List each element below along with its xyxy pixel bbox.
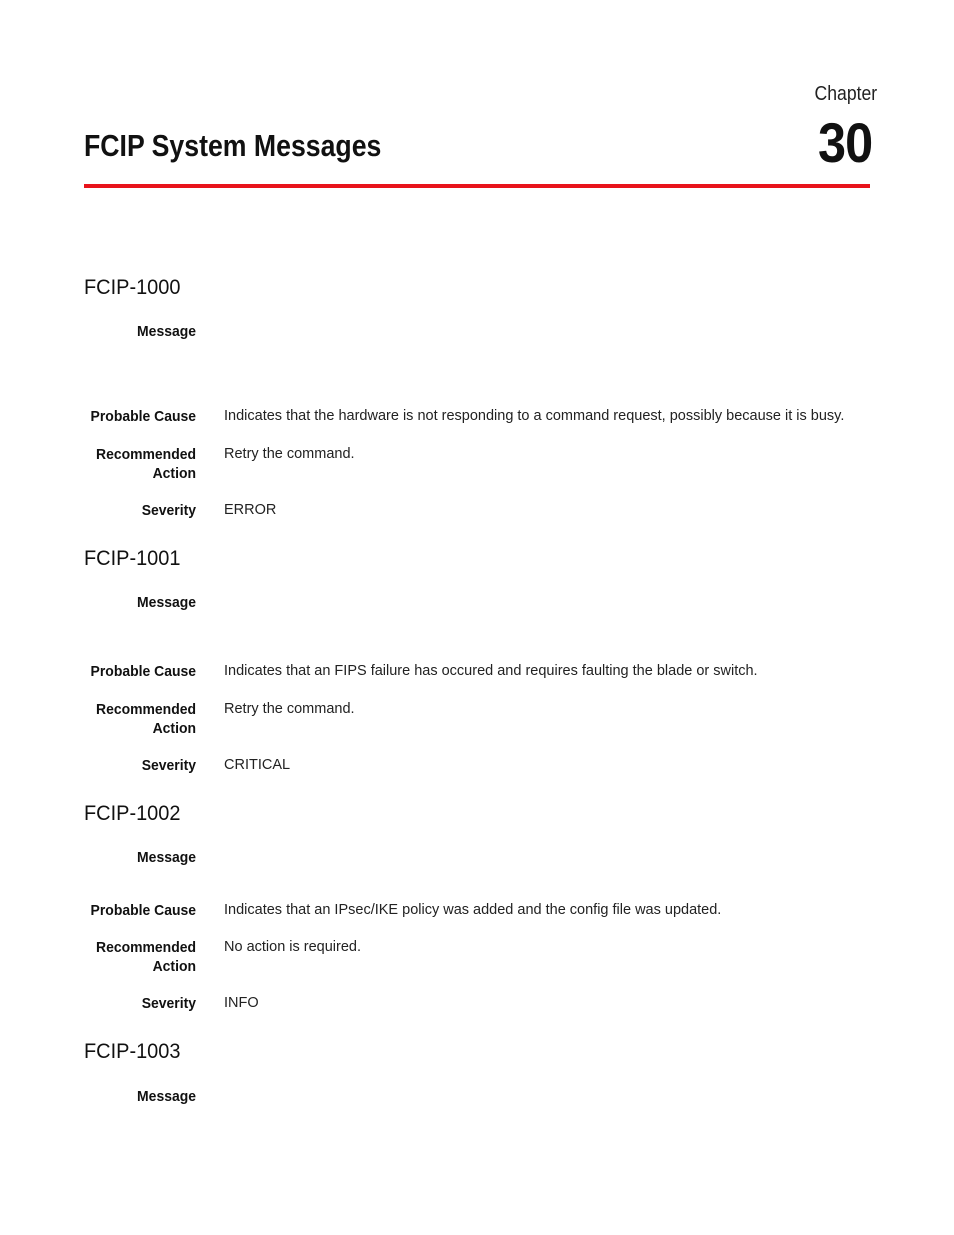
- probable-cause-value: Indicates that the hardware is not responding to a command request, possibly because it is busy.: [224, 408, 845, 424]
- probable-cause-value: Indicates that an FIPS failure has occured and requires faulting the blade or switch.: [224, 663, 758, 679]
- recommended-label-line2: Action: [152, 958, 196, 975]
- message-label: Message: [137, 849, 196, 866]
- message-label: Message: [137, 323, 196, 340]
- message-label: Message: [137, 594, 196, 611]
- probable-cause-label: Probable Cause: [90, 408, 196, 425]
- severity-label: Severity: [141, 757, 196, 774]
- severity-label: Severity: [141, 995, 196, 1012]
- recommended-label-line1: Recommended: [95, 701, 196, 718]
- page-title: FCIP System Messages: [84, 128, 382, 163]
- recommended-action-label: [66, 938, 196, 976]
- recommended-action-value: Retry the command.: [224, 701, 355, 717]
- severity-value: CRITICAL: [224, 757, 291, 773]
- probable-cause-label: Probable Cause: [90, 663, 196, 680]
- recommended-label-line1: Recommended: [95, 939, 196, 956]
- probable-cause-label: Probable Cause: [90, 902, 196, 919]
- recommended-label-line2: Action: [152, 720, 196, 737]
- severity-value: ERROR: [224, 502, 277, 518]
- title-rule: [84, 184, 870, 188]
- message-label: Message: [137, 1088, 196, 1105]
- chapter-label: Chapter: [814, 83, 877, 105]
- probable-cause-value: Indicates that an IPsec/IKE policy was added and the config file was updated.: [224, 902, 722, 918]
- section-heading: FCIP-1003: [84, 1040, 181, 1063]
- section-heading: FCIP-1000: [84, 276, 181, 299]
- chapter-number: 30: [817, 111, 872, 174]
- section-heading: FCIP-1001: [84, 547, 181, 570]
- severity-value: INFO: [224, 995, 259, 1011]
- section-heading: FCIP-1002: [84, 802, 181, 825]
- recommended-action-value: Retry the command.: [224, 446, 355, 462]
- severity-label: Severity: [141, 502, 196, 519]
- recommended-label-line1: Recommended: [95, 446, 196, 463]
- recommended-action-label: [66, 445, 196, 483]
- recommended-action-label: [66, 700, 196, 738]
- recommended-action-value: No action is required.: [224, 939, 362, 955]
- recommended-label-line2: Action: [152, 465, 196, 482]
